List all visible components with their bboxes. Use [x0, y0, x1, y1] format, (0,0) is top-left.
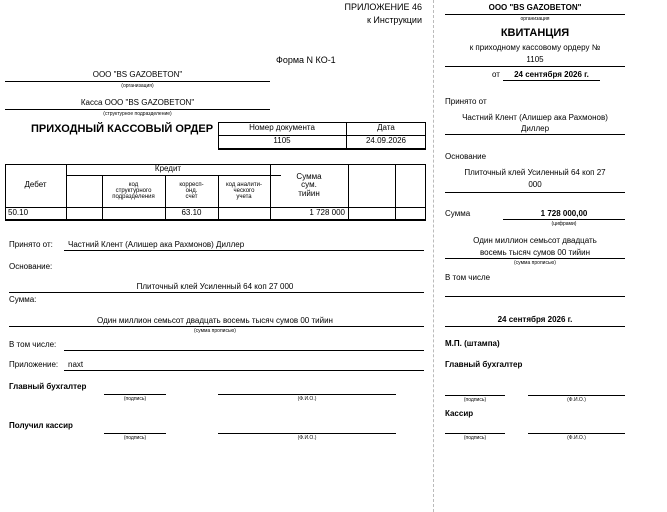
chief-name-caption: (Ф.И.О.)	[297, 396, 317, 402]
receipt-stamp-label: М.П. (штампа)	[445, 339, 500, 348]
debit-header: Дебет	[24, 180, 47, 190]
receipt-sum-digits: 1 728 000,00	[540, 209, 588, 218]
organization-underline	[5, 81, 270, 82]
debit-value: 50.10	[8, 208, 29, 218]
receipt-chief-accountant-label: Главный бухгалтер	[445, 360, 523, 369]
division-code-header: код структурного подразделения	[112, 181, 155, 201]
receipt-sum-words-caption: (сумма прописью)	[514, 260, 556, 266]
receipt-doc-number: 1105	[526, 55, 544, 64]
chief-signature-caption: (подпись)	[123, 396, 147, 402]
receipt-date-bottom: 24 сентября 2026 г.	[497, 315, 573, 324]
organization-caption: (организация)	[121, 83, 154, 89]
cashier-signature-caption: (подпись)	[123, 435, 147, 441]
chief-accountant-label: Главный бухгалтер	[9, 382, 87, 391]
receipt-cashier-name-caption: (Ф.И.О.)	[567, 435, 586, 441]
receipt-subtitle: к приходному кассовому ордеру №	[469, 43, 601, 52]
division-caption: (структурное подразделение)	[103, 111, 172, 117]
receipt-including-label: В том числе	[445, 273, 491, 282]
receipt-cashier-signature-caption: (подпись)	[463, 435, 487, 441]
attachment-value: naxt	[68, 360, 84, 369]
receipt-received-from-l1: Частний Клент (Алишер ака Рахмонов)	[462, 113, 608, 122]
receipt-received-from-l2: Диллер	[520, 124, 550, 133]
receipt-cashier-label: Кассир	[445, 409, 474, 418]
doc-number-header: Номер документа	[249, 123, 315, 133]
division-underline	[5, 109, 270, 110]
sum-words: Один миллион семьсот двадцать восемь тысяч сумов 00 тийин	[97, 316, 333, 325]
organization-name: ООО "BS GAZOBETON"	[92, 70, 183, 79]
receipt-basis-label: Основание	[445, 152, 487, 161]
doc-date-value: 24.09.2026	[365, 136, 407, 146]
receipt-sum-digits-caption: (цифрами)	[551, 221, 577, 227]
division-name: Касса ООО "BS GAZOBETON"	[80, 98, 195, 107]
received-from-label: Принято от:	[9, 240, 53, 249]
sum-value: 1 728 000	[309, 208, 345, 218]
analytic-code-header: код аналити- ческого учета	[225, 181, 262, 201]
analytic-code-value	[218, 208, 270, 219]
division-code-value	[102, 208, 165, 219]
basis-value: Плиточный клей Усиленный 64 коп 27 000	[136, 282, 294, 291]
corr-account-value: 63.10	[181, 208, 202, 218]
receipt-date-prefix: от	[492, 70, 500, 79]
order-title: ПРИХОДНЫЙ КАССОВЫЙ ОРДЕР	[31, 123, 214, 135]
sum-header: Сумма сум. тийин	[296, 171, 322, 198]
form-name: Форма N КО-1	[276, 55, 336, 65]
cashier-name-caption: (Ф.И.О.)	[297, 435, 317, 441]
receipt-sum-words-l1: Один миллион семьсот двадцать	[473, 236, 597, 245]
receipt-chief-signature-caption: (подпись)	[463, 397, 487, 403]
including-label: В том числе:	[9, 340, 57, 349]
sum-words-caption: (сумма прописью)	[194, 328, 236, 334]
doc-number-value: 1105	[273, 136, 291, 146]
received-from-value: Частний Клент (Алишер ака Рахмонов) Диллер	[68, 240, 245, 249]
receipt-received-from-label: Принято от	[445, 97, 487, 106]
attachment-label: Приложение:	[9, 360, 59, 369]
credit-header: Кредит	[154, 164, 182, 174]
corr-account-header: корресп- онд. счет	[179, 181, 204, 201]
receipt-title: КВИТАНЦИЯ	[500, 27, 570, 39]
receipt-basis-l1: Плиточный клей Усиленный 64 коп 27	[464, 168, 606, 177]
cut-line	[433, 0, 434, 512]
date-header: Дата	[377, 123, 395, 133]
appendix-label: ПРИЛОЖЕНИЕ 46	[344, 2, 422, 12]
receipt-sum-words-l2: восемь тысяч сумов 00 тийин	[479, 248, 591, 257]
receipt-organization-caption: организация	[520, 16, 550, 22]
cashier-label: Получил кассир	[9, 421, 73, 430]
instruction-label: к Инструкции	[366, 15, 422, 25]
receipt-sum-label: Сумма	[445, 209, 471, 218]
receipt-date: 24 сентября 2026 г.	[514, 70, 589, 79]
basis-label: Основание:	[9, 262, 53, 271]
sum-label: Сумма:	[9, 295, 37, 304]
receipt-basis-l2: 000	[528, 180, 542, 189]
receipt-organization: ООО "BS GAZOBETON"	[488, 3, 582, 12]
receipt-chief-name-caption: (Ф.И.О.)	[567, 397, 586, 403]
